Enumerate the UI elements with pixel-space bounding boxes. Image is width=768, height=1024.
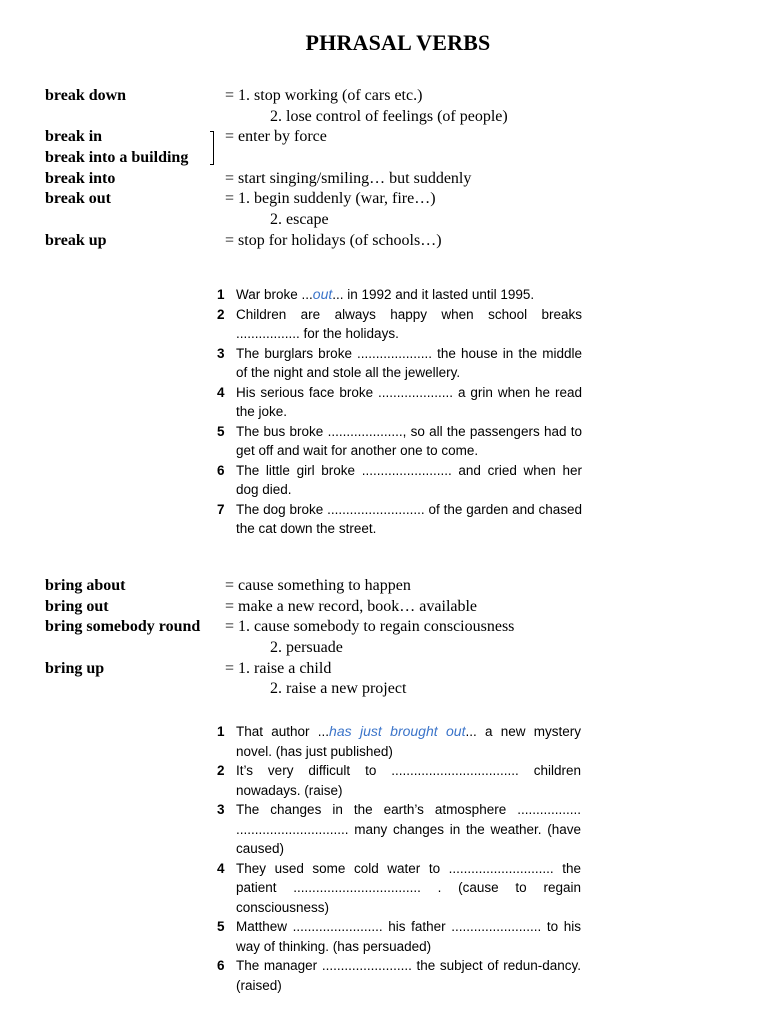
exercise-number: 1 [217, 287, 225, 302]
exercise-number: 5 [217, 423, 225, 439]
exercise-number: 6 [217, 462, 225, 478]
exercise-text: That author ... [236, 724, 330, 739]
exercise-text: It’s very difficult to .................................. children nowadays. (raise) [236, 763, 581, 798]
handwritten-answer: has just brought out [329, 723, 466, 739]
exercise-number: 4 [217, 384, 225, 400]
exercise-number: 3 [217, 345, 225, 361]
term: bring up [45, 659, 105, 677]
term: break out [45, 190, 111, 208]
term: break into a building [45, 149, 189, 167]
exercise-text: Children are always happy when school breaks ................. for the holidays. [236, 306, 582, 341]
exercise-text: War broke ... [236, 287, 313, 302]
exercise-text: The little girl broke ........................ and cried when her dog died. [236, 462, 582, 497]
bring-definitions [45, 576, 745, 700]
exercise-text: The manager ........................ the subject of redun-dancy. (raised) [236, 958, 581, 993]
definition-row [45, 659, 745, 680]
meaning: = 1. raise a child [225, 659, 332, 677]
exercise-item [217, 500, 582, 539]
exercise-text: His serious face broke .................... a grin when he read the joke. [236, 384, 582, 419]
definition-row [45, 617, 745, 638]
exercise-number: 6 [217, 958, 225, 973]
meaning: = enter by force [225, 128, 327, 146]
definition-row [45, 169, 745, 190]
definition-row [45, 210, 745, 231]
term: bring out [45, 597, 109, 615]
definition-row [45, 189, 745, 210]
exercise-item [217, 285, 582, 305]
definition-row [45, 231, 745, 252]
meaning: = 1. stop working (of cars etc.) [225, 87, 423, 104]
definition-row [45, 86, 745, 107]
definition-row [45, 148, 745, 169]
definition-row [45, 679, 745, 700]
term: break into [45, 169, 116, 187]
meaning: = make a new record, book… available [225, 597, 478, 615]
meaning: = start singing/smiling… but suddenly [225, 169, 472, 187]
exercise-number: 2 [217, 306, 225, 322]
exercise-text: The dog broke .......................... of the garden and chased the cat down the street. [236, 501, 582, 536]
exercise-text: ... in 1992 and it lasted until 1995. [332, 287, 535, 302]
exercise-number: 3 [217, 802, 225, 817]
meaning: 2. lose control of feelings (of people) [270, 107, 508, 125]
page-title: PHRASAL VERBS [305, 30, 491, 55]
handwritten-answer: out [312, 286, 333, 302]
exercise-item [217, 917, 581, 956]
exercise-text: The bus broke ...................., so all the passengers had to get off and wait for another one to come. [236, 423, 582, 458]
exercise-item [217, 461, 582, 500]
exercise-number: 1 [217, 724, 225, 739]
bring-exercises [217, 722, 581, 995]
meaning: 2. escape [270, 211, 329, 229]
exercise-text: ... a new mystery novel. (has just published) [236, 724, 581, 759]
term: break down [45, 87, 127, 104]
term: break in [45, 128, 103, 146]
exercise-text: They used some cold water to ............................ the patient .................................. . (cause to regain consciousness) [236, 860, 581, 915]
exercise-text: The changes in the earth’s atmosphere ................. .............................. many changes in the weather. (have caused) [236, 802, 581, 856]
exercise-text: Matthew ........................ his father ........................ to his way of thinking. (has persuaded) [236, 919, 581, 954]
definition-row [45, 597, 745, 618]
definition-row [45, 107, 745, 128]
break-exercises [217, 285, 582, 539]
exercise-item [217, 305, 582, 344]
exercise-number: 2 [217, 763, 225, 778]
exercise-item [217, 761, 581, 800]
definition-row [45, 576, 745, 597]
exercise-item [217, 722, 581, 761]
term: break up [45, 231, 107, 249]
meaning: = cause something to happen [225, 577, 411, 594]
break-definitions [45, 86, 745, 252]
meaning: = 1. cause somebody to regain consciousness [225, 618, 515, 636]
meaning: = 1. begin suddenly (war, fire…) [225, 190, 436, 208]
meaning: 2. raise a new project [270, 680, 407, 698]
exercise-item [217, 422, 582, 461]
exercise-number: 5 [217, 919, 225, 934]
exercise-item [217, 859, 581, 918]
definition-row [45, 638, 745, 659]
exercise-number: 7 [217, 501, 225, 517]
definition-row [45, 127, 745, 148]
exercise-text: The burglars broke .................... the house in the middle of the night and stole all the jewellery. [236, 345, 582, 380]
exercise-item [217, 344, 582, 383]
term: bring somebody round [45, 618, 201, 636]
term: bring about [45, 577, 126, 594]
meaning: 2. persuade [270, 639, 343, 657]
exercise-item [217, 383, 582, 422]
exercise-item [217, 800, 581, 859]
meaning: = stop for holidays (of schools…) [225, 231, 442, 249]
exercise-item [217, 956, 581, 995]
exercise-number: 4 [217, 860, 225, 876]
